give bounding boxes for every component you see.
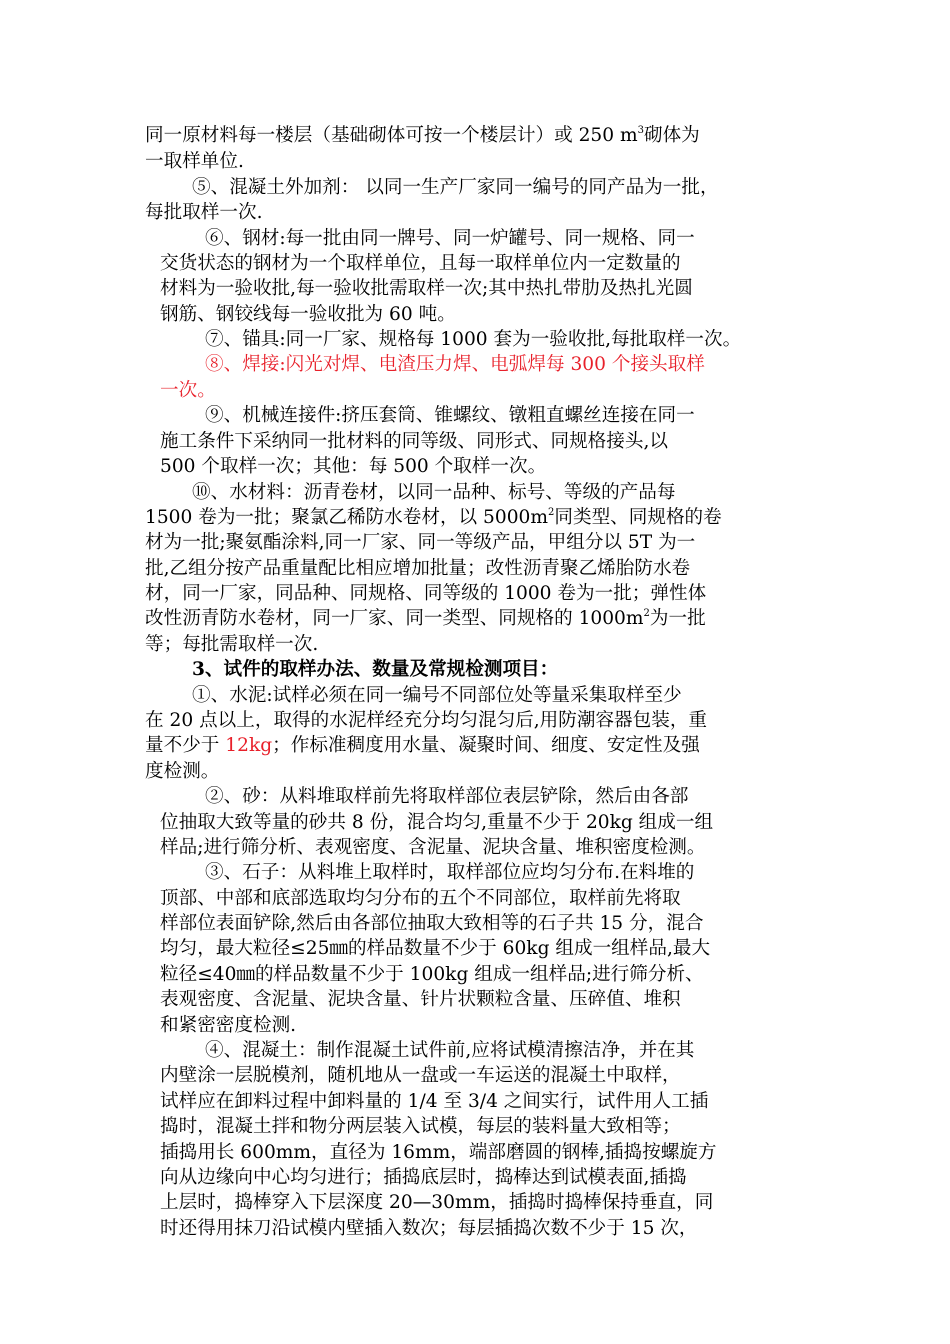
text-segment: 顶部、中部和底部选取均匀分布的五个不同部位，取样前先将取 (160, 888, 681, 909)
text-segment: ⑥、钢材:每一批由同一牌号、同一炉罐号、同一规格、同一 (205, 228, 695, 249)
text-line (160, 455, 546, 479)
text-line (160, 811, 713, 835)
text-segment: 砌体为 (643, 125, 700, 146)
text-line (205, 328, 741, 352)
text-segment: 位抽取大致等量的砂共 8 份，混合均匀,重量不少于 20kg 组成一组 (160, 812, 714, 833)
text-segment: ①、水泥:试样必须在同一编号不同部位处等量采集取样至少 (192, 685, 682, 706)
text-line (192, 176, 719, 200)
text-segment: 同一原材料每一楼层（基础砌体可按一个楼层计）或 250 m (145, 125, 638, 146)
text-segment: 向从边缘向中心均匀进行；插捣底层时，捣棒达到试模表面,插捣 (160, 1167, 687, 1188)
text-line (145, 201, 262, 225)
text-segment: 在 20 点以上，取得的水泥样经充分均匀混匀后,用防潮容器包装，重 (145, 710, 708, 731)
text-segment: 3、试件的取样办法、数量及常规检测项目： (192, 659, 559, 680)
text-line (145, 506, 722, 530)
text-line (160, 277, 693, 301)
text-segment: ④、混凝土：制作混凝土试件前,应将试模清擦洁净，并在其 (205, 1040, 695, 1061)
text-segment: 一次。 (160, 380, 216, 401)
text-segment: 每批取样一次. (145, 202, 263, 223)
text-segment: 均匀，最大粒径≤25㎜的样品数量不少于 60kg 组成一组样品,最大 (160, 938, 711, 959)
text-line (192, 658, 558, 682)
text-segment: 一取样单位. (145, 151, 244, 172)
text-line (160, 887, 681, 911)
text-line (145, 557, 690, 581)
text-line (160, 1141, 716, 1165)
superscript: 3 (637, 125, 644, 136)
text-segment: 同类型、同规格的卷 (554, 507, 722, 528)
text-segment: ⑩、水材料：沥青卷材，以同一品种、标号、等级的产品每 (192, 482, 676, 503)
text-line (145, 607, 706, 631)
text-line (205, 785, 688, 809)
text-line (205, 404, 695, 428)
text-line (160, 1217, 698, 1241)
text-segment: 施工条件下采纳同一批材料的同等级、同形式、同规格接头,以 (160, 431, 668, 452)
text-segment: ⑨、机械连接件:挤压套筒、锥螺纹、镦粗直螺丝连接在同一 (205, 405, 695, 426)
text-segment: ⑤、混凝土外加剂： 以同一生产厂家同一编号的同产品为一批， (192, 177, 719, 198)
text-line (160, 836, 706, 860)
text-segment: 批,乙组分按产品重量配比相应增加批量；改性沥青聚乙烯胎防水卷 (145, 558, 691, 579)
text-line (160, 937, 710, 961)
highlighted-text: 12kg (225, 735, 273, 756)
text-line (205, 353, 705, 377)
text-line (160, 252, 681, 276)
text-line (160, 1191, 713, 1215)
text-segment: 等；每批需取样一次. (145, 634, 319, 655)
text-line (160, 963, 704, 987)
text-line (192, 481, 675, 505)
text-segment: 样品;进行筛分析、表观密度、含泥量、泥块含量、堆积密度检测。 (160, 837, 706, 858)
text-segment: 材料为一验收批,每一验收批需取样一次;其中热扎带肋及热扎光圆 (160, 278, 693, 299)
text-line (160, 303, 456, 327)
text-segment: 钢筋、钢铰线每一验收批为 60 吨。 (160, 304, 456, 325)
text-line (145, 150, 244, 174)
text-segment: 500 个取样一次；其他：每 500 个取样一次。 (160, 456, 547, 477)
text-segment: ⑦、锚具:同一厂家、规格每 1000 套为一验收批,每批取样一次。 (205, 329, 742, 350)
text-line (160, 1166, 687, 1190)
text-segment: 表观密度、含泥量、泥块含量、针片状颗粒含量、压碎值、堆积 (160, 989, 681, 1010)
text-segment: 为一批 (649, 608, 706, 629)
text-segment: 插捣用长 600mm，直径为 16mm，端部磨圆的钢棒,插捣按螺旋方 (160, 1142, 717, 1163)
text-line (205, 1039, 694, 1063)
text-segment: 量不少于 (145, 735, 226, 756)
text-segment: 内壁涂一层脱模剂，随机地从一盘或一车运送的混凝土中取样， (160, 1065, 681, 1086)
text-segment: 度检测。 (145, 761, 220, 782)
text-line (145, 124, 700, 148)
text-line (145, 633, 318, 657)
text-segment: 改性沥青防水卷材，同一厂家、同一类型、同规格的 1000m (145, 608, 644, 629)
text-segment: 和紧密密度检测. (160, 1015, 297, 1036)
text-line (160, 912, 703, 936)
text-line (145, 734, 700, 758)
text-segment: 1500 卷为一批；聚氯乙稀防水卷材，以 5000m (145, 507, 548, 528)
text-line (205, 227, 695, 251)
superscript: 2 (548, 507, 555, 518)
text-segment: 捣时，混凝土拌和物分两层装入试模，每层的装料量大致相等； (160, 1116, 681, 1137)
text-segment: 交货状态的钢材为一个取样单位，且每一取样单位内一定数量的 (160, 253, 681, 274)
text-line (145, 709, 707, 733)
text-line (160, 430, 668, 454)
text-segment: ②、砂：从料堆取样前先将取样部位表层铲除，然后由各部 (205, 786, 689, 807)
text-line (160, 1115, 681, 1139)
text-segment: 样部位表面铲除,然后由各部位抽取大致相等的石子共 15 分，混合 (160, 913, 704, 934)
text-segment: ③、石子：从料堆上取样时，取样部位应均匀分布.在料堆的 (205, 862, 695, 883)
text-line (145, 531, 695, 555)
text-segment: ；作标准稠度用水量、凝聚时间、细度、安定性及强 (272, 735, 700, 756)
text-line (145, 760, 219, 784)
text-line (160, 379, 216, 403)
text-line (192, 684, 682, 708)
text-segment: 试样应在卸料过程中卸料量的 1/4 至 3/4 之间实行，试件用人工插 (160, 1091, 709, 1112)
text-segment: 材，同一厂家，同品种、同规格、同等级的 1000 卷为一批；弹性体 (145, 583, 707, 604)
text-line (205, 861, 694, 885)
text-line (160, 1014, 296, 1038)
text-segment: 时还得用抹刀沿试模内壁插入数次；每层插捣次数不少于 15 次， (160, 1218, 698, 1239)
text-line (160, 1064, 681, 1088)
text-line (160, 1090, 708, 1114)
superscript: 2 (643, 608, 650, 619)
text-segment: 粒径≤40㎜的样品数量不少于 100kg 组成一组样品;进行筛分析、 (160, 964, 704, 985)
text-line (145, 582, 706, 606)
text-line (160, 988, 681, 1012)
text-segment: 材为一批;聚氨酯涂料,同一厂家、同一等级产品，甲组分以 5T 为一 (145, 532, 696, 553)
text-segment: ⑧、焊接:闪光对焊、电渣压力焊、电弧焊每 300 个接头取样 (205, 354, 705, 375)
text-segment: 上层时，捣棒穿入下层深度 20—30mm，插捣时捣棒保持垂直，同 (160, 1192, 714, 1213)
